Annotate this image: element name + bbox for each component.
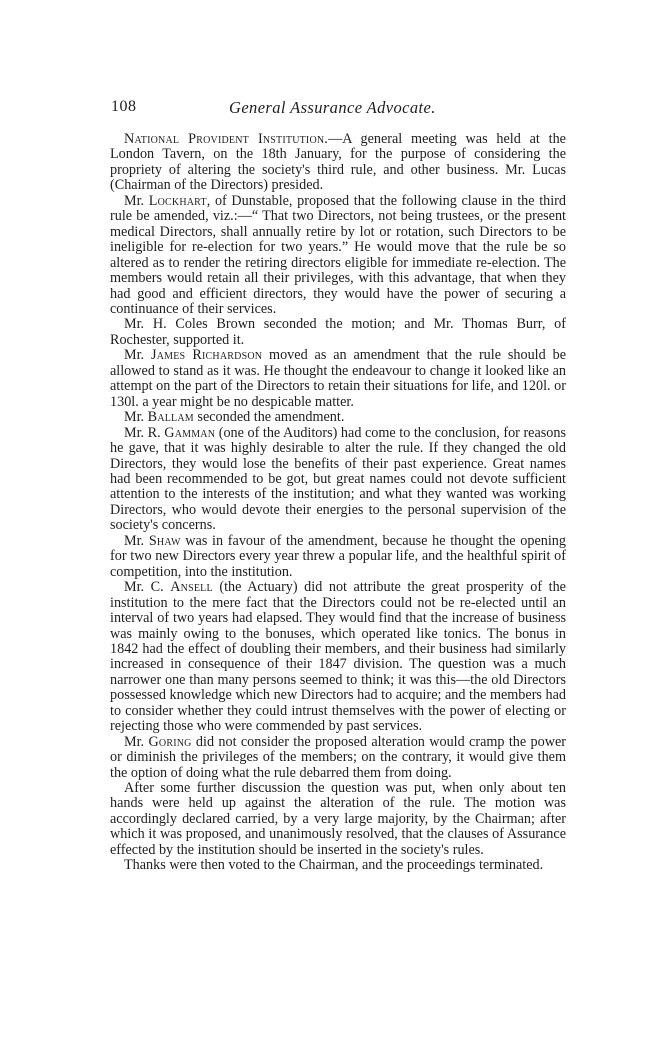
paragraph-prefix: Mr. — [124, 192, 149, 209]
paragraph — [110, 348, 566, 410]
paragraph-text: Mr. H. Coles Brown seconded the motion; and Mr. Thomas Burr, of Rochester, supported it. — [110, 316, 566, 348]
paragraph-prefix: Mr. R. — [124, 424, 165, 441]
article-body — [110, 132, 566, 874]
paragraph — [110, 580, 566, 735]
paragraph-lead: Gamman — [164, 424, 216, 441]
page-number: 108 — [111, 98, 137, 115]
paragraph — [110, 735, 566, 781]
paragraph — [110, 317, 566, 348]
paragraph-text: (one of the Auditors) had come to the conclusion, for reasons he gave, that it was highly desirable to alter the rule. If they changed the old Directors, they would lose the benefits of their past experience. Great names had been recommended to be got, but great names could not devote sufficient attention to the interests of the institution; and what they wanted was working Directors, who would devote their energies to the personal supervision of the society's concerns. — [110, 424, 566, 534]
paragraph — [110, 132, 566, 194]
paragraph-prefix: Mr. — [124, 347, 151, 364]
paragraph-lead: James Richardson — [150, 347, 263, 364]
paragraph-text: —A general meeting was held at the London Tavern, on the 18th January, for the purpose of considering the propriety of altering the society's third rule, and other business. Mr. Lucas (Chairman of the Directors) presided. — [110, 131, 566, 194]
paragraph-text: , of Dunstable, proposed that the following clause in the third rule be amended, viz.:—“ That two Directors, not being trustees, or the present medical Directors, shall annually retire by lot or rotation, such Directors to be ineligible for re-election for two years.” He would move that the rule be so altered as to render the retiring directors eligible for immediate re-election. The members would retain all their privileges, with this advantage, that when they had good and efficient directors, they would have the power of securing a continuance of their services. — [110, 192, 566, 317]
paragraph-text: was in favour of the amendment, because he thought the opening for two new Directors every year threw a popular life, and the healthful spirit of competition, into the institution. — [110, 532, 566, 580]
paragraph-lead: Ballam — [147, 409, 194, 426]
paragraph — [110, 426, 566, 534]
paragraph-text: did not consider the proposed alteration would cramp the power or diminish the privileges of the members; on the contrary, it would give them the option of doing what the rule debarred them from doing. — [110, 733, 566, 781]
paragraph-text: seconded the amendment. — [193, 409, 345, 426]
paragraph — [110, 534, 566, 580]
paragraph-text: Thanks were then voted to the Chairman, and the proceedings terminated. — [124, 857, 544, 874]
paragraph-text: After some further discussion the question was put, when only about ten hands were held up against the alteration of the rule. The motion was accordingly declared carried, by a very large majority, by the Chairman; after which it was proposed, and unanimously resolved, that the clauses of Assurance effected by the institution should be inserted in the society's rules. — [110, 780, 566, 858]
paragraph-lead: Shaw — [148, 532, 181, 549]
paragraph-text: (the Actuary) did not attribute the great prosperity of the institution to the mere fact that the Directors could not be re-elected until an interval of two years had elapsed. They would find that the increase of business was mainly owing to the bonuses, which operated like tonics. The bonus in 1842 had the effect of doubling their members, and their business had similarly increased in consequence of their 1847 division. The question was a much narrower one than many persons seemed to think; it was this—the old Directors possessed knowledge which new Directors had to acquire; and the members had to consider whether they could intrust themselves with the power of electing or rejecting those who were commended by past services. — [110, 579, 566, 735]
paragraph — [110, 194, 566, 318]
page-header — [111, 98, 562, 122]
paragraph-lead: Ansell — [170, 579, 213, 596]
paragraph — [110, 410, 566, 425]
paragraph-text: moved as an amendment that the rule should be allowed to stand as it was. He thought the endeavour to change it looked like an attempt on the part of the Directors to retain their situations for life, and 120l. or 130l. a year might be no despicable matter. — [110, 347, 566, 410]
paragraph-lead: Goring — [148, 733, 192, 750]
paragraph — [110, 858, 566, 873]
paragraph-prefix: Mr. C. — [124, 579, 171, 596]
paragraph-prefix: Mr. — [124, 532, 149, 549]
paragraph-prefix: Mr. — [124, 733, 149, 750]
paragraph-lead: Lockhart — [148, 192, 207, 209]
running-title: General Assurance Advocate. — [229, 98, 436, 117]
paragraph-lead: National Provident Institution. — [124, 131, 329, 147]
paragraph — [110, 781, 566, 858]
paragraph-prefix: Mr. — [124, 409, 148, 426]
